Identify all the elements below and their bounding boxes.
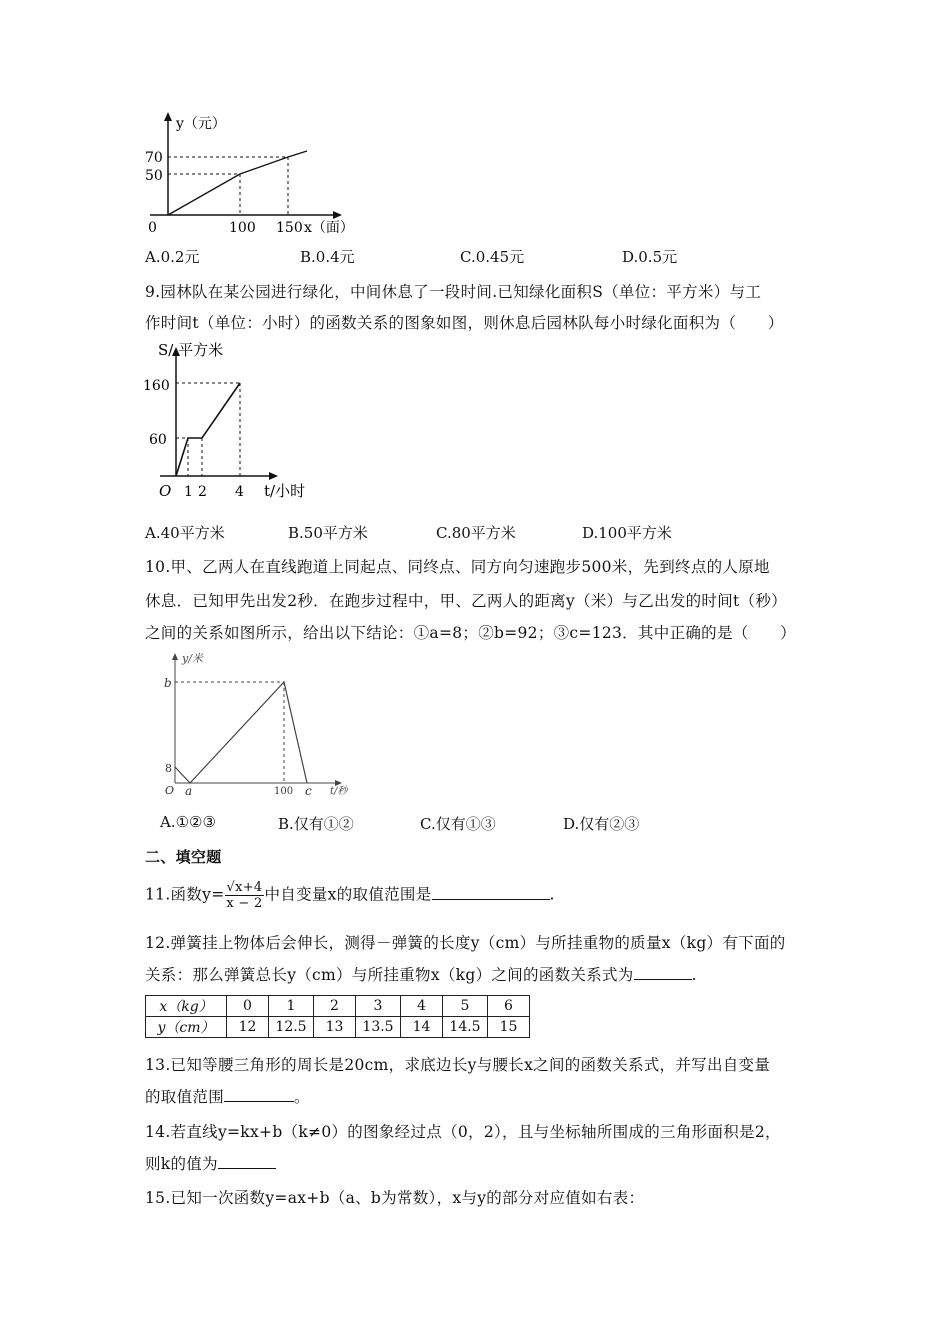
y-tick-70: 70 [145,150,163,166]
x-tick-100: 100 [229,220,256,236]
q10-text-line1: 10.甲、乙两人在直线跑道上同起点、同终点、同方向匀速跑步500米，先到终点的人原地 [145,558,770,576]
y-tick-50: 50 [145,168,163,184]
q10-option-d: D.仅有②③ [563,815,640,833]
q9-text-line2: 作时间t（单位：小时）的函数关系的图象如图，则休息后园林队每小时绿化面积为（ ） [145,314,784,332]
table-cell: 1 [269,996,314,1017]
table-cell: 3 [356,996,401,1017]
q11-denominator: x − 2 [226,896,263,911]
q9-option-b: B.50平方米 [288,524,368,542]
x-axis-arrow [269,472,278,480]
table-row-x [146,996,530,1017]
table-cell: 14.5 [443,1017,488,1038]
q11-suffix: 中自变量x的取值范围是 [264,885,432,904]
table-header-x: x（kg） [146,996,227,1017]
x-tick-100: 100 [274,786,294,797]
q9-text-line1: 9.园林队在某公园进行绿化，中间休息了一段时间.已知绿化面积S（单位：平方米）与工 [145,283,762,301]
origin-label: O [165,784,175,797]
y-tick-8: 8 [165,762,172,775]
x-axis-label: t/秒 [330,786,348,797]
q10-option-b: B.仅有①② [278,815,354,833]
q8-option-c: C.0.45元 [460,248,525,266]
x-tick-4: 4 [235,484,244,500]
q14-line2-text: 则k的值为 [145,1155,218,1173]
q15-text-line1: 15.已知一次函数y=ax+b（a、b为常数），x与y的部分对应值如右表： [145,1189,645,1207]
function-line [176,383,240,476]
x-tick-150: 150 [276,220,303,236]
y-tick-60: 60 [149,432,167,448]
x-tick-1: 1 [184,484,193,500]
q12-line2-text: 关系：那么弹簧总长y（cm）与所挂重物x（kg）之间的函数关系式为 [145,966,634,984]
q8-option-d: D.0.5元 [622,248,678,266]
q12-text-line1: 12.弹簧挂上物体后会伸长，测得－弹簧的长度y（cm）与所挂重物的质量x（kg）有下面的 [145,934,786,952]
table-cell: 5 [443,996,488,1017]
y-axis-label: y（元） [176,116,226,132]
table-cell: 4 [401,996,443,1017]
y-tick-b: b [164,676,172,690]
q10-text-line2: 休息．已知甲先出发2秒．在跑步过程中，甲、乙两人的距离y（米）与乙出发的时间t（秒） [145,592,787,610]
q10-option-c: C.仅有①③ [420,815,496,833]
y-axis-arrow [172,653,178,660]
q12-answer-blank[interactable] [634,965,692,980]
q9-option-d: D.100平方米 [582,524,672,542]
q9-option-a: A.40平方米 [145,524,225,542]
x-tick-2: 2 [198,484,207,500]
q13-answer-blank[interactable] [224,1087,294,1102]
section-title-fill-in: 二、填空题 [145,848,222,866]
x-axis-arrow [333,211,342,219]
table-cell: 13.5 [356,1017,401,1038]
graph-distance-vs-time [160,645,360,800]
q8-option-a: A.0.2元 [145,248,200,266]
q11-numerator: √x+4 [226,880,263,895]
q13-text-line2 [145,1085,310,1107]
q10-text-line3: 之间的关系如图所示，给出以下结论：①a=8；②b=92；③c=123．其中正确的是（ ） [145,624,796,642]
table-cell: 15 [488,1017,530,1038]
table-cell: 14 [401,1017,443,1038]
table-cell: 12 [227,1017,269,1038]
x-tick-c: c [305,784,312,798]
q14-answer-blank[interactable] [218,1154,276,1169]
graph-area-vs-time [140,338,330,508]
q12-data-table [145,995,530,1038]
table-cell: 0 [227,996,269,1017]
origin-label: 0 [148,220,157,236]
q14-text-line2 [145,1152,276,1174]
table-row-y [146,1017,530,1038]
x-axis-label: t/小时 [264,482,306,500]
q9-option-c: C.80平方米 [436,524,516,542]
q12-line2-end: . [691,966,697,984]
q11-line [145,880,555,911]
y-axis-label: S/ 平方米 [158,341,224,359]
table-cell: 13 [314,1017,356,1038]
q13-text-line1: 13.已知等腰三角形的周长是20cm，求底边长y与腰长x之间的函数关系式，并写出自变量 [145,1056,771,1074]
q11-prefix: 11.函数y= [145,885,225,904]
table-cell: 12.5 [269,1017,314,1038]
origin-label: O [159,482,172,500]
q13-line2-end: 。 [294,1088,310,1106]
graph-price-vs-quantity [140,108,360,238]
q14-text-line1: 14.若直线y=kx+b（k≠0）的图象经过点（0，2），且与坐标轴所围成的三角形面积是2， [145,1123,781,1141]
function-line [168,151,307,215]
table-cell: 6 [488,996,530,1017]
y-axis-label: y/米 [182,652,203,665]
q8-option-b: B.0.4元 [300,248,355,266]
q11-end: . [549,885,555,904]
y-tick-160: 160 [143,378,170,394]
x-axis-label: x（面） [304,220,354,236]
q11-fraction [225,880,265,911]
q10-option-a: A.①②③ [160,813,216,831]
y-axis-arrow [164,112,172,121]
distance-line [175,682,307,783]
x-tick-a: a [185,784,193,798]
table-cell: 2 [314,996,356,1017]
q12-text-line2 [145,963,697,985]
q13-line2-text: 的取值范围 [145,1088,225,1106]
table-header-y: y（cm） [146,1017,227,1038]
q11-answer-blank[interactable] [432,885,550,900]
